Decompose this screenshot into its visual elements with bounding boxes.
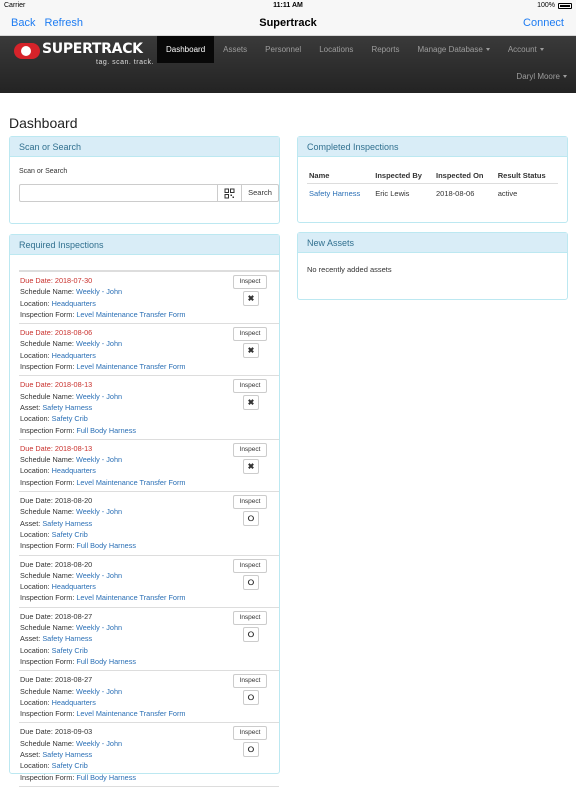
form-link[interactable]: Level Maintenance Transfer Form — [76, 477, 186, 487]
dismiss-button[interactable] — [243, 343, 259, 358]
close-icon: ✖ — [247, 346, 255, 356]
location-line — [20, 465, 279, 476]
form-line — [20, 772, 279, 783]
inspection-row — [19, 376, 279, 439]
menu-reports[interactable]: Reports — [371, 45, 400, 54]
inspection-row — [19, 608, 279, 671]
asset-link[interactable]: Safety Harness — [42, 749, 93, 759]
schedule-label: Schedule Name: — [20, 391, 76, 401]
back-button[interactable]: Back — [11, 17, 36, 29]
circle-icon: ⭘ — [247, 577, 255, 587]
no-assets-message: No recently added assets — [307, 265, 392, 274]
app-navbar — [0, 36, 576, 93]
inspect-button[interactable]: Inspect — [233, 495, 267, 509]
dismiss-button[interactable] — [243, 291, 259, 306]
location-label: Location: — [20, 582, 52, 592]
refresh-button[interactable]: Refresh — [44, 17, 84, 29]
nav-bar — [0, 12, 576, 36]
status-time: 11:11 AM — [273, 2, 303, 9]
due-date: Due Date: 2018-08-06 — [20, 328, 93, 338]
battery-icon — [558, 3, 572, 9]
logo-wordmark: SUPERTRACK — [42, 41, 143, 57]
circle-icon: ⭘ — [247, 514, 255, 524]
inspect-button[interactable]: Inspect — [233, 379, 267, 393]
schedule-label: Schedule Name: — [20, 623, 76, 633]
inspection-row — [19, 272, 279, 324]
scan-search-label: Scan or Search — [19, 168, 68, 175]
circle-icon: ⭘ — [247, 629, 255, 639]
caret-down-icon — [563, 75, 567, 78]
location-line — [20, 413, 279, 424]
location-link[interactable]: Headquarters — [51, 466, 96, 476]
schedule-label: Schedule Name: — [20, 686, 76, 696]
asset-link[interactable]: Safety Harness — [42, 402, 93, 412]
inspect-button[interactable]: Inspect — [233, 327, 267, 341]
due-date: Due Date: 2018-07-30 — [20, 276, 93, 285]
close-icon: ✖ — [247, 461, 255, 471]
location-link[interactable]: Headquarters — [51, 298, 96, 308]
due-date: Due Date: 2018-08-20 — [20, 496, 93, 506]
menu-manage-database-label: Manage Database — [417, 45, 483, 54]
due-date: Due Date: 2018-08-20 — [20, 559, 93, 569]
inspect-button[interactable]: Inspect — [233, 559, 267, 573]
connect-button[interactable]: Connect — [523, 17, 564, 29]
menu-account-label: Account — [507, 45, 537, 54]
schedule-label: Schedule Name: — [20, 570, 76, 580]
supertrack-logo[interactable] — [14, 40, 154, 68]
due-date: Due Date: 2018-08-27 — [20, 675, 93, 685]
asset-line — [20, 402, 279, 413]
location-line — [20, 298, 279, 309]
user-menu[interactable] — [516, 67, 567, 87]
column-header: Result Status — [496, 168, 558, 184]
status-button[interactable] — [243, 575, 259, 590]
location-label: Location: — [20, 645, 52, 655]
form-line — [20, 708, 279, 719]
page-title: Dashboard — [9, 115, 78, 131]
location-label: Location: — [20, 761, 52, 771]
location-link[interactable]: Safety Crib — [51, 414, 88, 424]
asset-label: Asset: — [20, 518, 43, 528]
table-row — [307, 184, 558, 204]
user-name: Daryl Moore — [516, 72, 560, 81]
inspect-button[interactable]: Inspect — [233, 726, 267, 740]
form-link[interactable]: Full Body Harness — [76, 656, 136, 666]
status-button[interactable] — [243, 511, 259, 526]
asset-label: Asset: — [20, 634, 43, 644]
logo-mark-icon — [14, 43, 40, 59]
form-label: Inspection Form: — [20, 362, 77, 372]
asset-label: Asset: — [20, 749, 43, 759]
nav-title: Supertrack — [259, 17, 317, 29]
location-label: Location: — [20, 466, 52, 476]
panel-heading: New Assets — [298, 233, 567, 253]
location-label: Location: — [20, 298, 52, 308]
asset-label: Asset: — [20, 402, 43, 412]
form-link[interactable]: Level Maintenance Transfer Form — [76, 593, 186, 603]
form-label: Inspection Form: — [20, 477, 77, 487]
form-link[interactable]: Level Maintenance Transfer Form — [76, 309, 186, 319]
location-link[interactable]: Safety Crib — [51, 645, 88, 655]
schedule-label: Schedule Name: — [20, 339, 76, 349]
menu-assets[interactable]: Assets — [223, 45, 248, 54]
circle-icon: ⭘ — [247, 745, 255, 755]
form-link[interactable]: Full Body Harness — [76, 772, 136, 782]
form-line — [20, 540, 279, 551]
search-button[interactable]: Search — [241, 184, 279, 202]
schedule-link[interactable]: Weekly - John — [75, 738, 123, 748]
location-line — [20, 529, 279, 540]
inspect-button[interactable]: Inspect — [233, 275, 267, 289]
schedule-link[interactable]: Weekly - John — [75, 455, 123, 465]
inspected-on-cell: 2018-08-06 — [436, 189, 475, 198]
schedule-label: Schedule Name: — [20, 507, 76, 517]
menu-personnel[interactable]: Personnel — [265, 45, 302, 54]
location-label: Location: — [20, 414, 52, 424]
inspection-row — [19, 723, 279, 786]
form-line — [20, 477, 279, 488]
location-label: Location: — [20, 350, 52, 360]
status-bar — [0, 0, 576, 12]
schedule-link[interactable]: Weekly - John — [75, 507, 123, 517]
battery-percent: 100% — [537, 2, 555, 9]
location-link[interactable]: Safety Crib — [51, 761, 88, 771]
schedule-link[interactable]: Weekly - John — [75, 570, 123, 580]
logo-tagline: tag. scan. track. — [96, 59, 154, 66]
menu-manage-database[interactable] — [408, 36, 498, 63]
location-line — [20, 581, 279, 592]
due-date: Due Date: 2018-08-13 — [20, 380, 93, 390]
qr-code-icon — [225, 189, 234, 198]
form-label: Inspection Form: — [20, 656, 77, 666]
form-label: Inspection Form: — [20, 425, 77, 435]
inspection-row — [19, 324, 279, 376]
status-button[interactable] — [243, 627, 259, 642]
qr-scan-button[interactable] — [217, 184, 242, 202]
due-date: Due Date: 2018-08-27 — [20, 611, 93, 621]
inspection-row — [19, 492, 279, 555]
schedule-link[interactable]: Weekly - John — [75, 391, 123, 401]
location-line — [20, 760, 279, 771]
asset-line — [20, 518, 279, 529]
status-button[interactable] — [243, 742, 259, 757]
completed-inspections-panel — [297, 136, 568, 223]
result-status-cell: active — [497, 189, 518, 198]
completed-inspections-table — [307, 168, 558, 203]
schedule-label: Schedule Name: — [20, 455, 76, 465]
scan-search-panel — [9, 136, 280, 224]
form-link[interactable]: Level Maintenance Transfer Form — [76, 709, 186, 719]
form-link[interactable]: Full Body Harness — [76, 541, 136, 551]
new-assets-panel — [297, 232, 568, 300]
dismiss-button[interactable] — [243, 395, 259, 410]
inspected-by-cell: Eric Lewis — [375, 189, 410, 198]
form-line — [20, 309, 279, 320]
schedule-link[interactable]: Weekly - John — [75, 287, 123, 297]
location-link[interactable]: Safety Crib — [51, 529, 88, 539]
form-label: Inspection Form: — [20, 541, 77, 551]
required-inspections-panel — [9, 234, 280, 782]
schedule-label: Schedule Name: — [20, 287, 76, 297]
due-date: Due Date: 2018-08-13 — [20, 443, 93, 453]
form-line — [20, 425, 279, 436]
form-label: Inspection Form: — [20, 593, 77, 603]
form-label: Inspection Form: — [20, 772, 77, 782]
inspection-row — [19, 671, 279, 723]
close-icon: ✖ — [247, 294, 255, 303]
schedule-link[interactable]: Weekly - John — [75, 623, 123, 633]
schedule-link[interactable]: Weekly - John — [75, 686, 123, 696]
location-link[interactable]: Headquarters — [51, 350, 96, 360]
due-date: Due Date: 2018-09-03 — [20, 727, 93, 737]
circle-icon: ⭘ — [247, 693, 255, 703]
close-icon: ✖ — [247, 398, 255, 408]
panel-heading: Completed Inspections — [298, 137, 567, 157]
table-header-row — [307, 168, 558, 184]
location-line — [20, 350, 279, 361]
form-label: Inspection Form: — [20, 309, 77, 319]
column-header: Name — [307, 168, 373, 184]
inspection-row — [19, 440, 279, 492]
column-header: Inspected On — [434, 168, 496, 184]
inspect-button[interactable]: Inspect — [233, 611, 267, 625]
completed-item-link[interactable]: Safety Harness — [309, 189, 361, 198]
asset-link[interactable]: Safety Harness — [42, 634, 93, 644]
menu-locations[interactable]: Locations — [319, 45, 354, 54]
column-header: Inspected By — [373, 168, 434, 184]
menu-dashboard[interactable]: Dashboard — [157, 36, 214, 63]
panel-heading: Required Inspections — [10, 235, 279, 255]
schedule-link[interactable]: Weekly - John — [75, 339, 123, 349]
menu-account[interactable] — [499, 36, 553, 63]
location-link[interactable]: Headquarters — [51, 697, 96, 707]
caret-down-icon — [486, 48, 490, 51]
asset-line — [20, 633, 279, 644]
location-line — [20, 697, 279, 708]
form-line — [20, 361, 279, 372]
inspect-button[interactable]: Inspect — [233, 674, 267, 688]
asset-line — [20, 749, 279, 760]
inspection-row — [19, 556, 279, 608]
form-line — [20, 656, 279, 667]
form-link[interactable]: Full Body Harness — [76, 425, 136, 435]
location-link[interactable]: Headquarters — [51, 582, 96, 592]
caret-down-icon — [540, 48, 544, 51]
form-link[interactable]: Level Maintenance Transfer Form — [76, 362, 186, 372]
status-button[interactable] — [243, 690, 259, 705]
form-line — [20, 592, 279, 603]
panel-heading: Scan or Search — [10, 137, 279, 157]
inspect-button[interactable]: Inspect — [233, 443, 267, 457]
carrier-label: Carrier — [4, 2, 26, 9]
location-line — [20, 645, 279, 656]
location-label: Location: — [20, 529, 52, 539]
dismiss-button[interactable] — [243, 459, 259, 474]
form-label: Inspection Form: — [20, 709, 77, 719]
location-label: Location: — [20, 697, 52, 707]
battery-indicator — [537, 2, 572, 9]
asset-link[interactable]: Safety Harness — [42, 518, 93, 528]
schedule-label: Schedule Name: — [20, 738, 76, 748]
search-input[interactable] — [19, 184, 218, 202]
main-menu — [157, 36, 553, 63]
required-inspections-list — [19, 270, 279, 787]
